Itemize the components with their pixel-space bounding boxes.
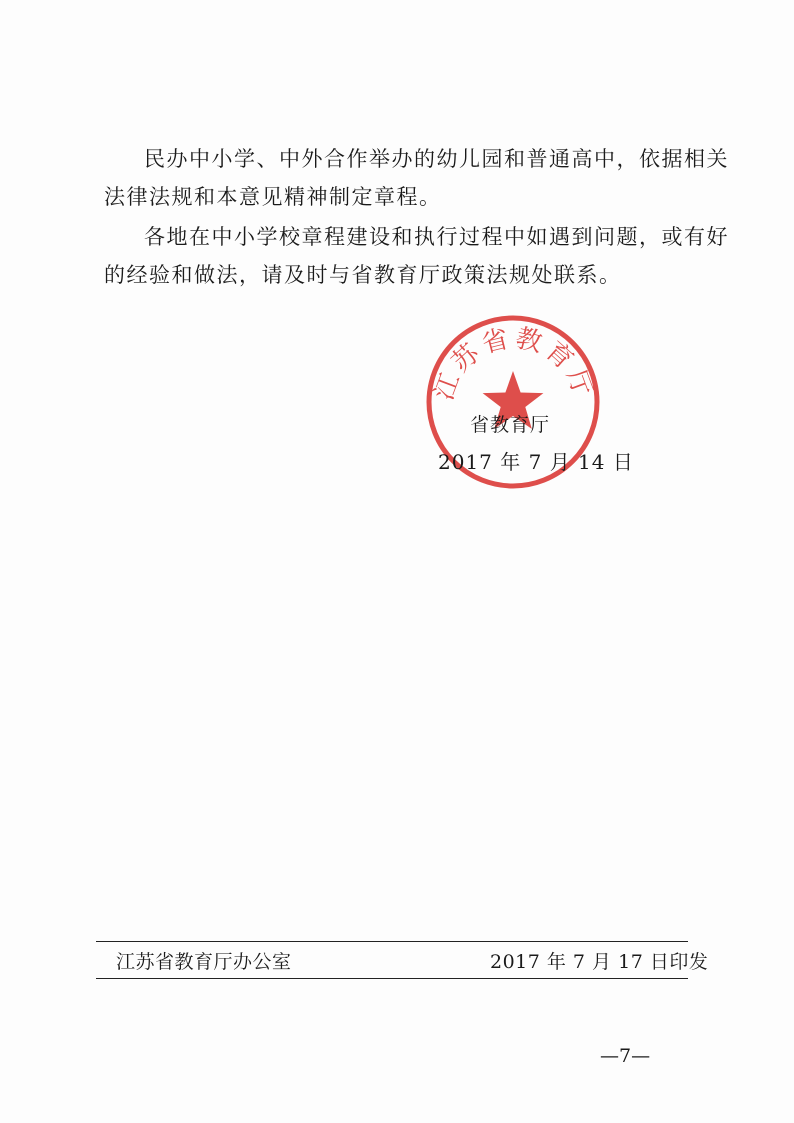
seal-text: 江苏省教育厅	[429, 323, 599, 405]
body-paragraph-2	[104, 218, 729, 294]
footer-issue-date: 2017 年 7 月 17 日印发	[490, 951, 709, 973]
body-paragraph-1	[104, 140, 729, 216]
footer-rule-bottom	[96, 978, 688, 979]
signature-date: 2017 年 7 月 14 日	[438, 450, 634, 474]
page-number: —7—	[600, 1045, 651, 1067]
signature-organization: 省教育厅	[470, 414, 551, 436]
footer-office: 江苏省教育厅办公室	[116, 951, 292, 973]
paragraph-2-line-2: 的经验和做法，请及时与省教育厅政策法规处联系。	[104, 263, 622, 287]
footer-rule-top	[96, 941, 688, 942]
paragraph-1-line-1: 民办中小学、中外合作举办的幼儿园和普通高中，依据相关	[144, 147, 729, 171]
paragraph-1-line-2: 法律法规和本意见精神制定章程。	[104, 185, 442, 209]
paragraph-2-line-1: 各地在中小学校章程建设和执行过程中如遇到问题，或有好	[144, 225, 729, 249]
